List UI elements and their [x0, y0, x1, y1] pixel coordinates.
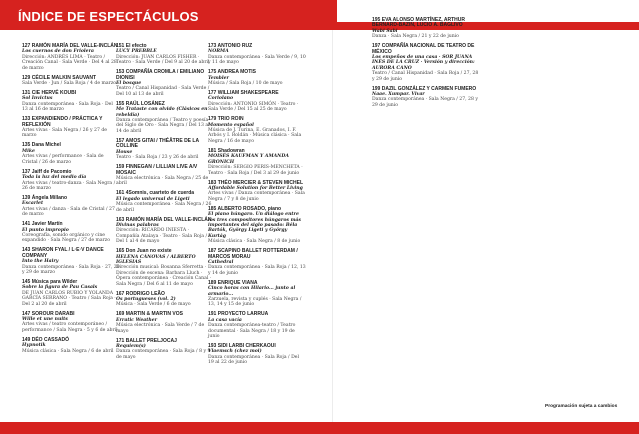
index-entry	[116, 312, 214, 334]
index-entry	[116, 292, 214, 308]
entry-page-and-artist: 189 ENRIQUE VIANA	[208, 279, 258, 286]
entry-details: Música electrónica · Sala Negra / 25 de abril	[116, 175, 209, 187]
index-entry	[208, 181, 306, 203]
entry-page-and-artist: 137 Jaiff de Pacomio	[22, 168, 72, 175]
entry-page-and-artist: 145 Música para Wilder	[22, 278, 78, 285]
entry-title: El legado universal de Ligeti	[116, 196, 190, 202]
entry-title: House	[116, 149, 133, 155]
entry-title: Los empeños de una casa · SOR JUANA INÉS DE LA CRUZ · Versión y dirección: AURORA CANO	[372, 55, 475, 71]
entry-title: MOISÉS KAUFMAN Y AMANDA GRONICH	[208, 154, 289, 165]
entry-title: Vlaemsch (chez moi)	[208, 349, 262, 355]
index-column-3	[208, 44, 306, 370]
entry-title: Sol Invictus	[22, 96, 53, 102]
entry-details: Danza contemporánea · Sala Roja · Del 13 al 16 de marzo	[22, 101, 113, 113]
schedule-note: Programación sujeta a cambios	[545, 404, 618, 409]
index-entry	[22, 143, 120, 165]
index-entry	[22, 312, 120, 334]
entry-details: Artes vivas / Danza contemporánea · Sala Negra / 7 y 8 de junio	[208, 191, 305, 202]
entry-page-and-artist: 171 BALLET PRELJOCAJ	[116, 337, 177, 344]
entry-details: Dirección: RICARDO INIESTA · Compañía Atalaya · Teatro · Sala Roja / Del 1 al 4 de mayo	[116, 228, 207, 245]
entry-title: Me Trataste con olvido (Clásicos en rebeldía)	[116, 107, 208, 118]
entry-title: Cinco horas con Hilario... junto al armario...	[208, 286, 296, 297]
entry-page-and-artist: 149 DÉO CASSADÓ	[22, 336, 69, 343]
entry-details: Música / Sala Roja / 10 de mayo	[208, 81, 283, 87]
entry-page-and-artist: 173 ANTONIO RUZ	[208, 43, 253, 49]
entry-title: Coriolano	[208, 96, 234, 102]
entry-title: Sobre la figura de Pau Casals	[22, 285, 98, 291]
entry-page-and-artist: 131 CIE HERVÉ KOUBI	[22, 90, 77, 97]
entry-page-and-artist: 157 AMOS GITAI / THÉÂTRE DE LA COLLINE	[116, 137, 199, 150]
entry-page-and-artist: 187 SCAPINO BALLET ROTTERDAM / MARCOS MORAU	[208, 248, 298, 260]
entry-page-and-artist: 129 CÉCILE MALKIN SAUVANT	[22, 74, 97, 81]
index-entry	[22, 196, 120, 218]
index-entry	[208, 281, 306, 308]
index-entry	[116, 339, 214, 361]
entry-page-and-artist: 153 COMPAÑÍA CROMLA / EMILIANO DIONISI	[116, 69, 205, 81]
index-entry	[22, 280, 120, 307]
index-entry	[22, 248, 120, 275]
entry-details: Danza contemporánea-teatro / Teatro documental · Sala Negra / 18 y 19 de junio	[208, 323, 296, 340]
entry-details: DE JUAN CARLOS RUBIO Y YOLANDA GARCÍA SERRANO · Teatro / Sala Roja · Del 2 al 20 de abril	[22, 290, 116, 307]
entry-page-and-artist: 155 RAÚL LOSÁNEZ	[116, 100, 165, 107]
entry-title: Erratic Weather	[116, 317, 158, 323]
entry-details: Teatro / Canal Hispanidad · Sala Roja / 27, 28 y 29 de junio	[372, 71, 479, 82]
entry-page-and-artist: 181 Shadowran	[208, 147, 245, 154]
entry-page-and-artist: 197 COMPAÑÍA NACIONAL DE TEATRO DE MÉXICO	[372, 43, 475, 55]
entry-page-and-artist: 185 ALBERTO ROSADO, piano	[208, 205, 282, 212]
entry-title: Wabi Sabi	[372, 28, 398, 34]
entry-details: Artes vivas · Sala Negra / 26 y 27 de marzo	[22, 128, 107, 139]
entry-page-and-artist: 195 EVA ALONSO MARTÍNEZ, ARTHUR BERNARD-BAZIN, LUCIO A. BAGLIVO	[372, 17, 465, 29]
entry-title: Os portugueses (vol. 2)	[116, 297, 176, 302]
entry-page-and-artist: 167 RODRIGO LEÃO	[116, 290, 165, 297]
index-entry	[22, 91, 120, 113]
page-title: ÍNDICE DE ESPECTÁCULOS	[18, 9, 199, 24]
entry-details: Danza contemporánea · Sala Roja · 27, 28 y 29 de marzo	[22, 264, 120, 275]
entry-details: Danza · Sala Negra / 21 y 22 de junio	[372, 34, 459, 40]
entry-title: Momento español	[208, 122, 254, 128]
entry-title: LUCY PREBBLE	[116, 49, 157, 55]
entry-page-and-artist: 163 RAMÓN MARÍA DEL VALLE-INCLÁN	[116, 216, 212, 223]
index-entry	[208, 70, 306, 86]
entry-title: Toda la luz del medio día	[22, 175, 87, 181]
entry-details: Sala Verde · Jun / Sala Roja / 4 de marzo	[22, 81, 117, 87]
index-entry	[22, 76, 120, 87]
entry-details: Teatro / Canal Hispanidad · Sala Verde / Del 10 al 13 de abril	[116, 86, 210, 97]
index-entry	[372, 44, 482, 82]
entry-details: Música clásica · Sala Negra / 8 de junio	[208, 239, 301, 245]
index-entry	[22, 338, 120, 354]
index-entry	[208, 44, 306, 66]
entry-details: Danza contemporánea · Sala Negra / 27, 28 y 29 de junio	[372, 97, 478, 108]
entry-details: Música electrónica · Sala Verde / 7 de mayo	[116, 323, 205, 334]
entry-title: El bosque	[116, 81, 142, 87]
entry-title: Tembler	[208, 75, 229, 81]
entry-title: El punto impropio	[22, 227, 69, 233]
entry-details: Dirección: JUAN CARLOS FISHER · Teatro · Sala Verde / Del 9 al 20 de abril	[116, 54, 210, 66]
entry-title: El piano húngaro. Un diálogo entre los tres compositores húngaros más importantes del siglo pasado: Béla Bartók, György Ligeti y György Kurtág	[208, 212, 301, 239]
index-entry	[22, 117, 120, 139]
entry-details: Danza contemporánea · Sala Roja / 12, 13 y 14 de junio	[208, 265, 306, 276]
entry-page-and-artist: 191 PROYECTO LARRUA	[208, 311, 269, 318]
index-entry	[22, 222, 120, 244]
entry-title: Naae. Xumpar. Vivar	[372, 92, 425, 98]
index-entry	[208, 149, 306, 176]
entry-details: Dirección: SERGIO PERIS-MENCHETA · Teatro · Sala Roja / Del 3 al 29 de junio	[208, 165, 303, 176]
entry-title: HELENA CÁNOVAS / ALBERTO IGLESIAS	[116, 254, 196, 265]
entry-title: Divinas palabras	[116, 222, 159, 228]
index-entry	[208, 249, 306, 276]
entry-details: Danza contemporánea / Teatro y poesía del Siglo de Oro · Sala Negra / Del 13 al 14 de abril	[116, 118, 210, 134]
index-entry	[208, 312, 306, 339]
entry-details: Zarzuela, revista y cuplés · Sala Negra / 13, 14 y 15 de junio	[208, 297, 302, 308]
entry-title: Cathedral	[208, 259, 234, 265]
index-entry	[116, 218, 214, 245]
footer-bar	[0, 422, 639, 434]
entry-page-and-artist: 141 Javier Martín	[22, 221, 63, 228]
entry-title: NORMA	[208, 49, 229, 55]
entry-details: Artes vivas / teatro-danza · Sala Negra / 26 de marzo	[22, 180, 116, 191]
entry-title: Mike	[22, 148, 35, 154]
index-entry	[22, 44, 120, 71]
entry-page-and-artist: 135 Dana Michel	[22, 142, 61, 149]
entry-title: Hypnotik	[22, 343, 46, 349]
entry-page-and-artist: 183 THÉO MERCIER & STEVEN MICHEL	[208, 179, 304, 186]
entry-title: Into the Hairy	[22, 259, 59, 265]
index-entry	[372, 87, 482, 109]
entry-page-and-artist: 133 EXPANDIENDO / PRÁCTICA Y REFLEXIÓN	[22, 116, 103, 128]
entry-details: Música contemporánea · Sala Negra / 26 de abril	[116, 202, 212, 213]
entry-page-and-artist: 175 ANDREA MOTIS	[208, 69, 256, 76]
entry-details: Danza contemporánea · Sala Verde / 9, 10 y 11 de mayo	[208, 54, 306, 66]
entry-details: Música de J. Turina, E. Granados, I. F. Arbós y I. Roldán · Música clásica · Sala Negra / 16 de mayo	[208, 128, 302, 144]
page-divider	[332, 30, 333, 422]
entry-details: Artes vivas / danza · Sala de Cristal / 27 de marzo	[22, 206, 115, 218]
entry-page-and-artist: 177 WILLIAM SHAKESPEARE	[208, 90, 279, 97]
entry-page-and-artist: 165 Don Juan no existe	[116, 248, 172, 255]
entry-details: Danza contemporánea · Sala Roja / Del 19 al 22 de junio	[208, 354, 299, 366]
entry-page-and-artist: 139 Ángela Millano	[22, 194, 68, 201]
entry-details: Artes vivas / performance · Sala de Cristal / 26 de marzo	[22, 154, 104, 165]
entry-title: Affordable Solution for Better Living	[208, 185, 303, 191]
entry-page-and-artist: 169 MARTIN & MARTIN VOS	[116, 311, 183, 318]
entry-page-and-artist: 159 FINNEGAN / LILLIAN LIVE A/V MOSAIC	[116, 164, 198, 176]
entry-page-and-artist: 193 SIDI LARBI CHERKAOUI	[208, 343, 276, 350]
index-entry	[372, 18, 482, 40]
entry-details: Música clásica · Sala Negra / 6 de abril	[22, 348, 114, 354]
entry-page-and-artist: 143 SHARON FYAL / L·E·V DANCE COMPANY	[22, 247, 104, 259]
index-entry	[208, 91, 306, 113]
entry-page-and-artist: 199 DAZIL GONZÁLEZ Y CARMEN FUMERO	[372, 85, 477, 92]
entry-details: Música · Sala Verde / 6 de mayo	[116, 302, 191, 308]
entry-title: Requiem(s)	[116, 344, 146, 350]
index-column-4	[372, 18, 482, 113]
index-entry	[22, 170, 120, 192]
entry-details: Danza contemporánea · Sala Roja / 8 y 9 de mayo	[116, 349, 211, 360]
index-column-1	[22, 44, 120, 359]
entry-page-and-artist: 127 RAMÓN MARÍA DEL VALLE-INCLÁN	[22, 43, 118, 49]
index-entry	[116, 70, 214, 97]
index-entry	[208, 207, 306, 245]
index-entry	[208, 344, 306, 366]
entry-details: Dirección: ANDRÉS LIMA · Teatro / Creación Canal · Sala Verde · Del 4 al 28 de marzo	[22, 54, 117, 71]
entry-title: La casa vacía	[208, 317, 242, 323]
entry-title: Wille et une nuits	[22, 317, 68, 322]
entry-page-and-artist: 151 El efecto	[116, 43, 147, 49]
entry-details: Artes vivas / teatro contemporáneo / performance / Sala Negra · 5 y 6 de abril	[22, 322, 118, 333]
entry-title: Los cuernos de don Friolera	[22, 49, 94, 55]
index-entry	[116, 102, 214, 134]
index-entry	[208, 117, 306, 144]
entry-details: Dirección musical: Bosanna Sferretta · Dirección de escena: Barbara Lluch · Ópera contemporánea · Creación Canal · Sala Negra / Del 6 al 11 de mayo	[116, 265, 212, 287]
index-entry	[116, 139, 214, 161]
entry-page-and-artist: 147 SOROUR DARABI	[22, 310, 75, 317]
entry-page-and-artist: 161 4Somnis, cuarteto de cuerda	[116, 190, 195, 197]
entry-details: Dirección: ANTONIO SIMÓN · Teatro · Sala Verde / Del 15 al 25 de mayo	[208, 101, 299, 113]
index-column-2	[116, 44, 214, 365]
index-entry	[116, 44, 214, 66]
index-entry	[116, 165, 214, 187]
index-entry	[116, 191, 214, 213]
entry-details: Coreografía, sonido orgánico y cine expandido · Sala Negra / 27 de marzo	[22, 232, 110, 244]
index-entry	[116, 249, 214, 287]
entry-page-and-artist: 179 TRIO ROIN	[208, 116, 244, 123]
entry-title: Escarlet	[22, 201, 44, 207]
entry-details: Teatro · Sala Roja / 23 y 26 de abril	[116, 155, 199, 161]
